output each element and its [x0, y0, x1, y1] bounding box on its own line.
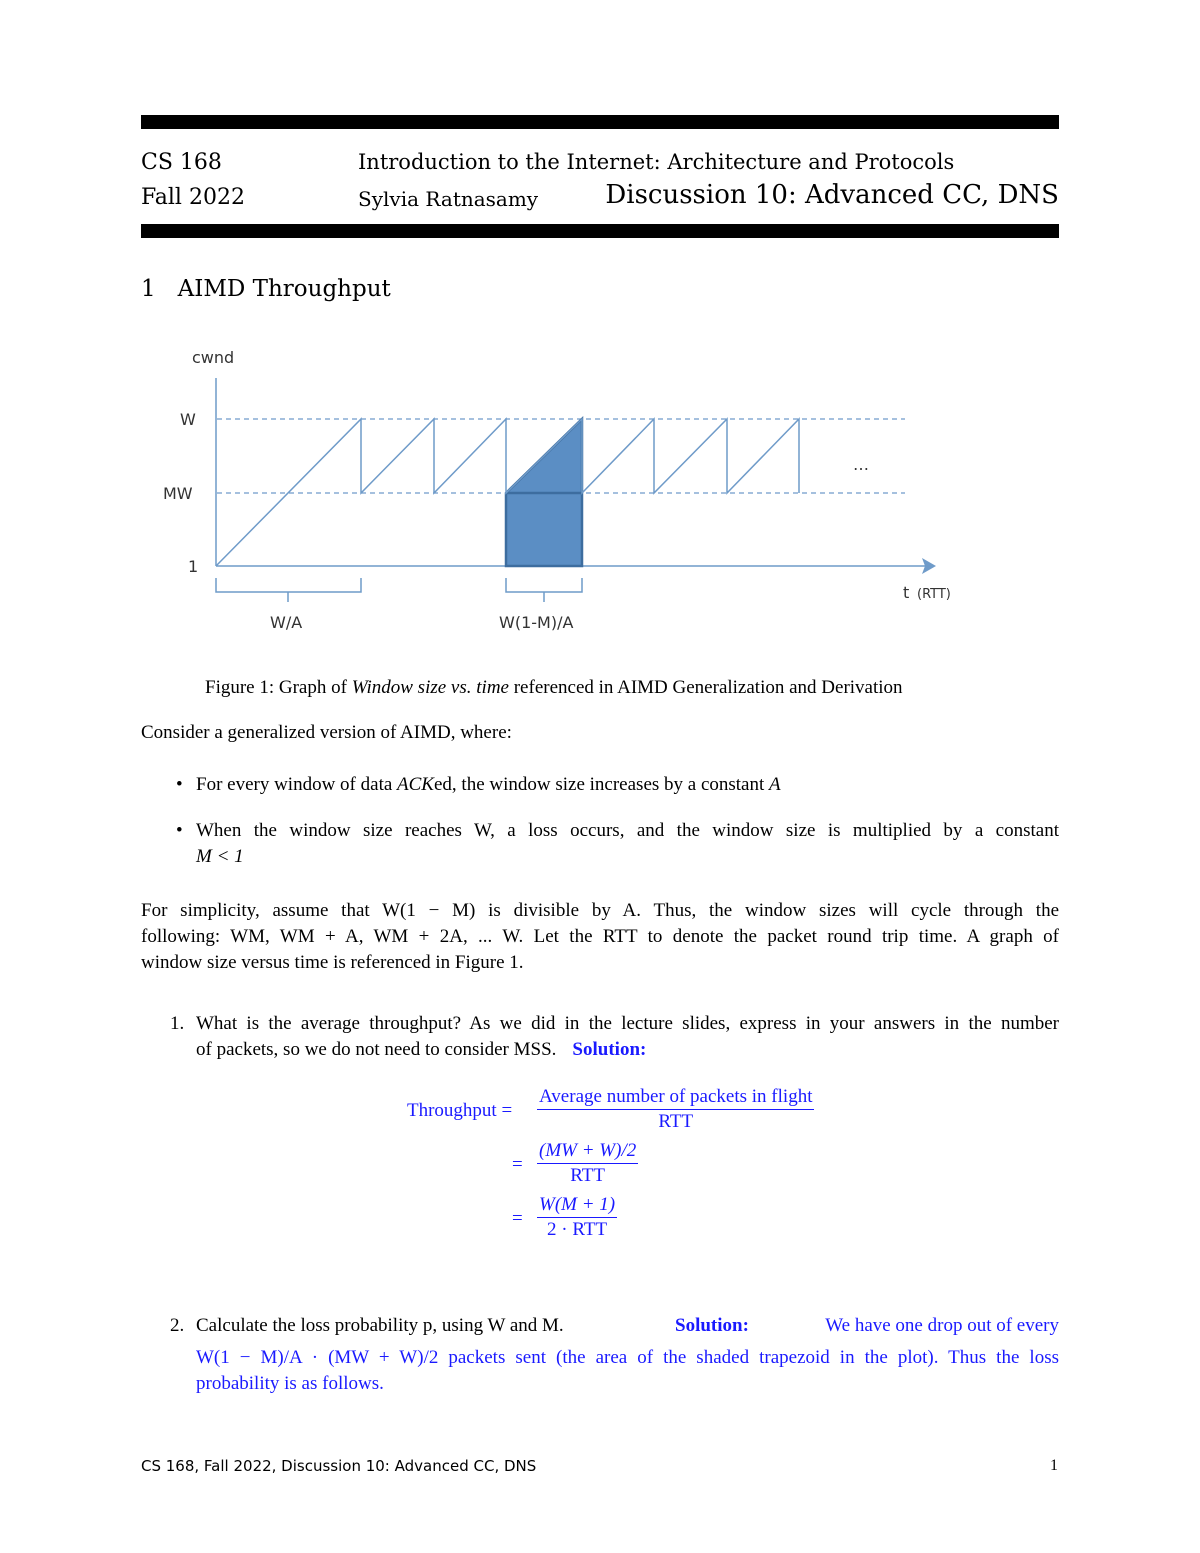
- aimd-window-figure: [0, 0, 1200, 680]
- bullet-dot-1: •: [176, 774, 183, 795]
- figure-caption: Figure 1: Graph of Window size vs. time referenced in AIMD Generalization and Derivation: [205, 677, 903, 698]
- eq2-denominator: RTT: [570, 1165, 605, 1186]
- q2-solution-label: Solution:: [675, 1315, 749, 1336]
- bullet-dot-2: •: [176, 820, 183, 841]
- figure-ellipsis: …: [853, 455, 869, 474]
- x-axis-label: t: [903, 583, 910, 602]
- footer-text: CS 168, Fall 2022, Discussion 10: Advanced CC, DNS: [141, 1457, 537, 1475]
- bullet-1: For every window of data ACKed, the window size increases by a constant A: [196, 774, 781, 795]
- simplicity-line3: window size versus time is referenced in Figure 1.: [141, 952, 524, 973]
- tick-label-1: 1: [188, 557, 199, 576]
- equation-1-fraction: [537, 1086, 814, 1133]
- q2-solution-line1: We have one drop out of every: [825, 1315, 1059, 1336]
- tick-label-mw: MW: [163, 484, 193, 503]
- x-axis-unit: (RTT): [917, 587, 951, 602]
- q2-line1-wrap: [196, 1313, 1059, 1339]
- discussion-title: Discussion 10: Advanced CC, DNS: [605, 180, 1059, 210]
- brace-w-over-a: [216, 578, 361, 602]
- brace-label-w-one-minus-m-over-a: W(1-M)/A: [499, 613, 574, 632]
- q2-number: 2.: [170, 1315, 185, 1336]
- section-number: 1: [141, 276, 156, 302]
- bullet-2-line2: M < 1: [196, 846, 244, 867]
- course-code: CS 168: [141, 150, 222, 175]
- eq1-denominator: RTT: [658, 1111, 694, 1132]
- equation-2-fraction: [537, 1140, 638, 1187]
- bullet-2-line1: When the window size reaches W, a loss occurs, and the window size is multiplied by a constant: [196, 820, 1059, 841]
- equation-3-fraction: [537, 1194, 617, 1241]
- q2-solution-line3: probability is as follows.: [196, 1373, 384, 1394]
- q2-solution-line2: W(1 − M)/A · (MW + W)/2 packets sent (the area of the shaded trapezoid in the plot). Thus the loss: [196, 1347, 1059, 1368]
- course-term: Fall 2022: [141, 185, 245, 210]
- q2-line1: Calculate the loss probability p, using W and M.: [196, 1315, 564, 1336]
- equation-lhs: Throughput =: [407, 1100, 513, 1121]
- eq2-equals: =: [512, 1154, 523, 1175]
- simplicity-line2: following: WM, WM + A, WM + 2A, ... W. Let the RTT to denote the packet round trip time. A graph of: [141, 926, 1059, 947]
- intro-text: Consider a generalized version of AIMD, where:: [141, 722, 512, 743]
- eq3-numerator: W(M + 1): [537, 1194, 617, 1218]
- q1-line2-wrap: [196, 1037, 646, 1063]
- eq2-numerator: (MW + W)/2: [537, 1140, 638, 1164]
- eq3-equals: =: [512, 1208, 523, 1229]
- tick-label-w: W: [180, 410, 196, 429]
- q1-line1: What is the average throughput? As we did in the lecture slides, express in your answers in the number: [196, 1013, 1059, 1034]
- q1-number: 1.: [170, 1013, 185, 1034]
- y-axis-label: cwnd: [192, 348, 235, 367]
- course-title: Introduction to the Internet: Architecture and Protocols: [358, 150, 955, 174]
- brace-w-one-minus-m-over-a: [506, 578, 582, 602]
- eq1-numerator: Average number of packets in flight: [537, 1086, 814, 1110]
- instructor-name: Sylvia Ratnasamy: [358, 187, 539, 211]
- simplicity-line1: For simplicity, assume that W(1 − M) is divisible by A. Thus, the window sizes will cycle through the: [141, 900, 1059, 921]
- eq3-denominator: 2 · RTT: [547, 1219, 608, 1240]
- q1-solution-label: Solution:: [572, 1039, 647, 1060]
- q1-line2: of packets, so we do not need to consider MSS.: [196, 1039, 557, 1060]
- page-number: 1: [1050, 1457, 1058, 1474]
- brace-label-w-over-a: W/A: [270, 613, 303, 632]
- section-title: AIMD Throughput: [177, 276, 391, 302]
